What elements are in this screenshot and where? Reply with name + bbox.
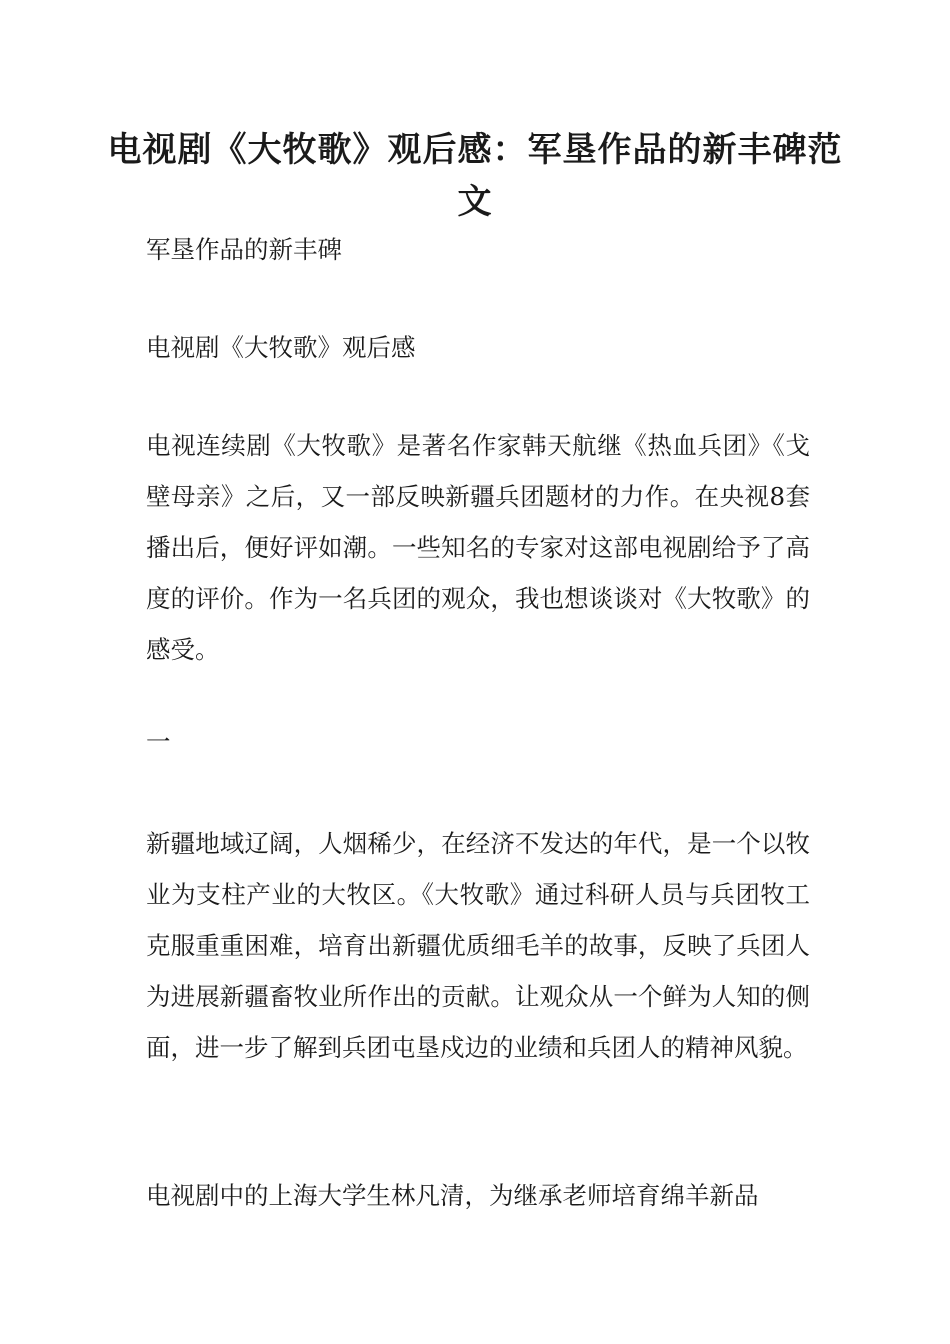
document-title: 电视剧《大牧歌》观后感：军垦作品的新丰碑范文 — [107, 130, 843, 222]
subtitle-paragraph: 军垦作品的新丰碑 — [146, 235, 342, 264]
heading-paragraph: 电视剧《大牧歌》观后感 — [146, 333, 416, 362]
body-paragraph: 新疆地域辽阔，人烟稀少，在经济不发达的年代，是一个以牧业为支柱产业的大牧区。《大牧歌》通过科研人员与兵团牧工克服重重困难，培育出新疆优质细毛羊的故事，反映了兵团人为进展新疆畜牧业所作出的贡献。让观众从一个鲜为人知的侧面，进一步了解到兵团屯垦戍边的业绩和兵团人的精神风貌。 — [146, 829, 810, 1062]
section-number: 一 — [146, 727, 171, 756]
body-paragraph: 电视剧中的上海大学生林凡清，为继承老师培育绵羊新品 — [146, 1181, 759, 1210]
body-paragraph: 电视连续剧《大牧歌》是著名作家韩天航继《热血兵团》《戈壁母亲》之后，又一部反映新疆兵团题材的力作。在央视8套播出后，便好评如潮。一些知名的专家对这部电视剧给予了高度的评价。作为一名兵团的观众，我也想谈谈对《大牧歌》的感受。 — [146, 431, 810, 664]
